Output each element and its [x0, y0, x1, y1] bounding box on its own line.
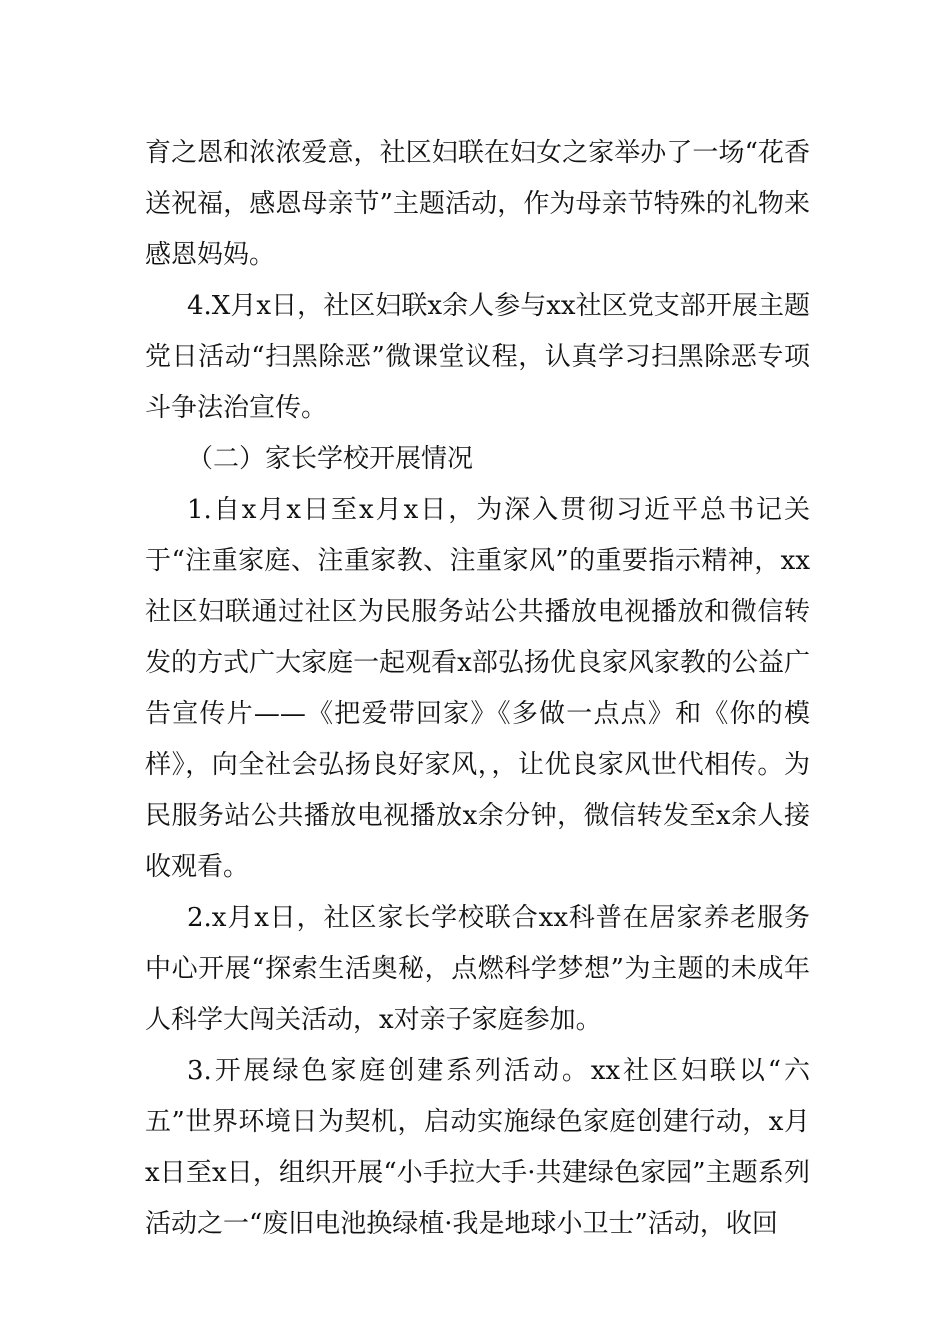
document-body — [145, 128, 810, 1250]
section-heading-parent-school: （二）家长学校开展情况 — [187, 444, 474, 474]
paragraph-item-2: 2.x月x日，社区家长学校联合xx科普在居家养老服务中心开展“探索生活奥秘，点燃科学梦想”为主题的未成年人科学大闯关活动，x对亲子家庭参加。 — [145, 903, 810, 1035]
paragraph-item-4: 4.X月x日，社区妇联x余人参与xx社区党支部开展主题党日活动“扫黑除恶”微课堂议程，认真学习扫黑除恶专项斗争法治宣传。 — [145, 291, 810, 423]
paragraph-continuation: 育之恩和浓浓爱意，社区妇联在妇女之家举办了一场“花香送祝福，感恩母亲节”主题活动，作为母亲节特殊的礼物来感恩妈妈。 — [145, 138, 810, 270]
paragraph-item-1: 1.自x月x日至x月x日，为深入贯彻习近平总书记关于“注重家庭、注重家教、注重家风”的重要指示精神，xx社区妇联通过社区为民服务站公共播放电视播放和微信转发的方式广大家庭一起观看x部弘扬优良家风家教的公益广告宣传片——《把爱带回家》《多做一点点》和《你的模样》，向全社会弘扬良好家风，，让优良家风世代相传。为民服务站公共播放电视播放x余分钟，微信转发至x余人接收观看。 — [145, 495, 810, 882]
paragraph-item-3: 3.开展绿色家庭创建系列活动。xx社区妇联以“六五”世界环境日为契机，启动实施绿色家庭创建行动，x月x日至x日，组织开展“小手拉大手·共建绿色家园”主题系列活动之一“废旧电池换绿植·我是地球小卫士”活动，收回 — [145, 1056, 810, 1239]
